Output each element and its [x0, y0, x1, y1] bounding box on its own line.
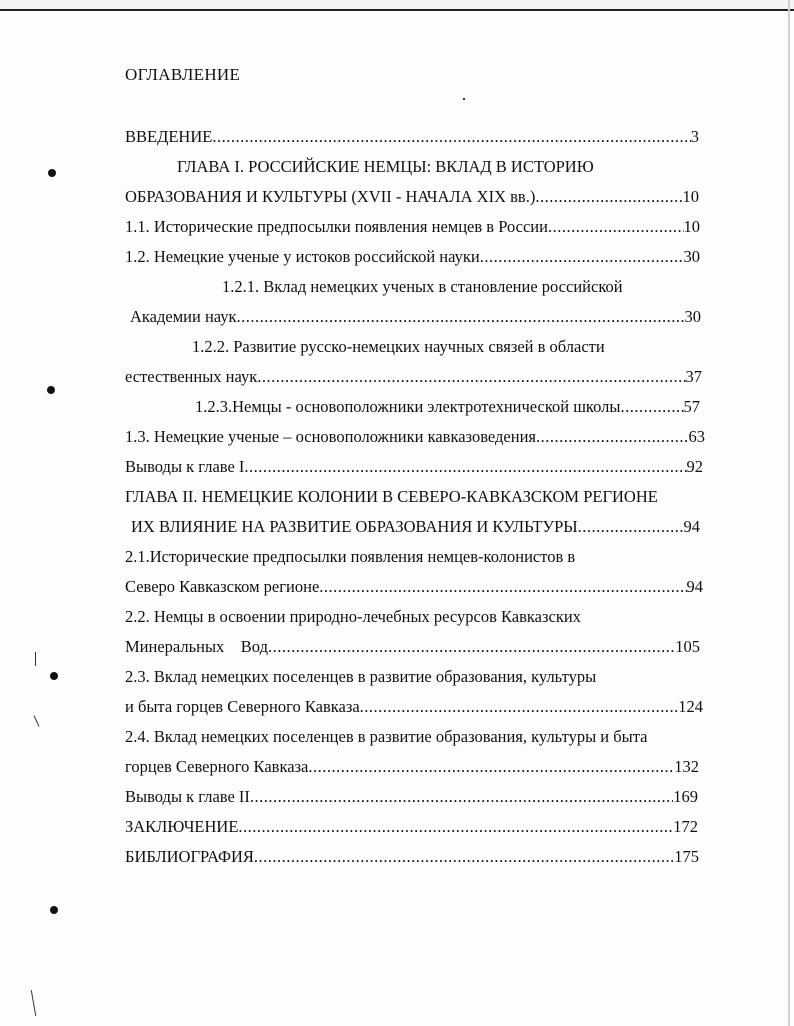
toc-entry	[125, 787, 698, 807]
toc-entry-text: 1.2.1. Вклад немецких ученых в становление российской	[222, 277, 623, 296]
toc-entry	[125, 217, 700, 237]
toc-entry-page: 94	[686, 577, 703, 596]
toc-entry-page: 30	[684, 307, 701, 326]
toc-entry	[125, 667, 596, 687]
toc-entry-page: 3	[690, 127, 699, 146]
toc-entry-page: 124	[678, 697, 703, 716]
leader-dots	[480, 247, 684, 267]
toc-entry	[125, 817, 698, 837]
toc-entry	[125, 487, 658, 507]
toc-entry-text: 1.2.2. Развитие русско-немецких научных связей в области	[192, 337, 605, 356]
toc-entry-text: 2.2. Немцы в освоении природно-лечебных ресурсов Кавказских	[125, 607, 581, 626]
leader-dots	[257, 367, 685, 387]
toc-entry	[195, 397, 700, 417]
scan-speck	[35, 652, 36, 666]
leader-dots	[536, 427, 689, 447]
toc-entry	[125, 457, 703, 477]
toc-entry-text: Выводы к главе II	[125, 787, 250, 806]
toc-entry-text: 1.3. Немецкие ученые – основоположники кавказоведения	[125, 427, 536, 446]
toc-entry-text: 2.4. Вклад немецких поселенцев в развитие образования, культуры и быта	[125, 727, 648, 746]
toc-entry-page: 92	[686, 457, 703, 476]
toc-entry-text: ЗАКЛЮЧЕНИЕ	[125, 817, 239, 836]
toc-entry-page: 169	[673, 787, 698, 806]
toc-entry-page: 57	[683, 397, 700, 416]
leader-dots	[548, 217, 684, 237]
toc-entry-page: 105	[675, 637, 700, 656]
toc-entry-page: 132	[674, 757, 699, 776]
leader-dots	[620, 397, 683, 417]
leader-dots	[238, 817, 673, 837]
toc-entry-page: 172	[673, 817, 698, 836]
toc-entry	[125, 187, 699, 207]
toc-entry	[125, 637, 700, 657]
leader-dots	[308, 757, 674, 777]
toc-entry	[125, 577, 703, 597]
toc-entry	[125, 247, 700, 267]
toc-entry	[125, 727, 647, 747]
toc-entry-page: 10	[683, 217, 700, 236]
binder-hole-mark	[50, 672, 58, 680]
top-scan-edge	[0, 0, 794, 11]
leader-dots	[250, 787, 673, 807]
toc-entry-text: Академии наук	[130, 307, 237, 326]
toc-entry-text: БИБЛИОГРАФИЯ	[125, 847, 254, 866]
scan-speck	[31, 990, 36, 1016]
toc-entry-page: 37	[685, 367, 702, 386]
toc-entry-text: Минеральных Вод	[125, 637, 268, 656]
toc-entry-text: горцев Северного Кавказа	[125, 757, 309, 776]
toc-entry-text: естественных наук	[125, 367, 258, 386]
toc-title: ОГЛАВЛЕНИЕ	[125, 65, 241, 84]
toc-entry-page: 94	[683, 517, 700, 536]
toc-entry	[125, 367, 702, 387]
toc-entry	[177, 157, 594, 177]
toc-entry-text: ОБРАЗОВАНИЯ И КУЛЬТУРЫ (XVII - НАЧАЛА XIX вв.)	[125, 187, 536, 206]
toc-entry-page: 175	[674, 847, 699, 866]
binder-hole-mark	[48, 169, 56, 177]
toc-entry-text: 2.1.Исторические предпосылки появления немцев-колонистов в	[125, 547, 576, 566]
toc-entry-text: 2.3. Вклад немецких поселенцев в развитие образования, культуры	[125, 667, 597, 686]
toc-entry	[130, 307, 701, 327]
toc-entry	[222, 277, 623, 297]
toc-entry	[125, 697, 703, 717]
toc-entry	[125, 427, 705, 447]
leader-dots	[360, 697, 679, 717]
toc-entry-text: ГЛАВА II. НЕМЕЦКИЕ КОЛОНИИ В СЕВЕРО-КАВКАЗСКОМ РЕГИОНЕ	[125, 487, 658, 506]
scan-speck	[463, 98, 465, 100]
toc-entry	[192, 337, 605, 357]
leader-dots	[268, 637, 675, 657]
toc-entry	[125, 757, 699, 777]
toc-entry-page: 63	[688, 427, 705, 446]
leader-dots	[244, 457, 686, 477]
leader-dots	[254, 847, 674, 867]
toc-entry-text: и быта горцев Северного Кавказа	[125, 697, 360, 716]
scan-speck	[34, 715, 40, 726]
binder-hole-mark	[47, 386, 55, 394]
toc-entry-text: ГЛАВА I. РОССИЙСКИЕ НЕМЦЫ: ВКЛАД В ИСТОРИЮ	[177, 157, 594, 176]
toc-entry-page: 10	[682, 187, 699, 206]
toc-entry-text: ВВЕДЕНИЕ	[125, 127, 213, 146]
toc-entry-text: 1.1. Исторические предпосылки появления немцев в России	[125, 217, 548, 236]
leader-dots	[578, 517, 684, 537]
leader-dots	[212, 127, 690, 147]
toc-entry	[125, 547, 575, 567]
toc-entry	[125, 127, 699, 147]
right-scan-edge	[788, 0, 790, 1026]
toc-entry-text: 1.2.3.Немцы - основоположники электротехнической школы	[195, 397, 621, 416]
toc-entry-text: ИХ ВЛИЯНИЕ НА РАЗВИТИЕ ОБРАЗОВАНИЯ И КУЛЬТУРЫ	[131, 517, 578, 536]
leader-dots	[319, 577, 686, 597]
toc-entry-page: 30	[683, 247, 700, 266]
binder-hole-mark	[50, 906, 58, 914]
toc-entry-text: 1.2. Немецкие ученые у истоков российской науки	[125, 247, 480, 266]
toc-entry-text: Выводы к главе I	[125, 457, 245, 476]
toc-entry	[131, 517, 700, 537]
toc-entry-text: Северо Кавказском регионе	[125, 577, 320, 596]
toc-entry	[125, 607, 581, 627]
leader-dots	[237, 307, 685, 327]
toc-entry	[125, 847, 699, 867]
leader-dots	[535, 187, 682, 207]
